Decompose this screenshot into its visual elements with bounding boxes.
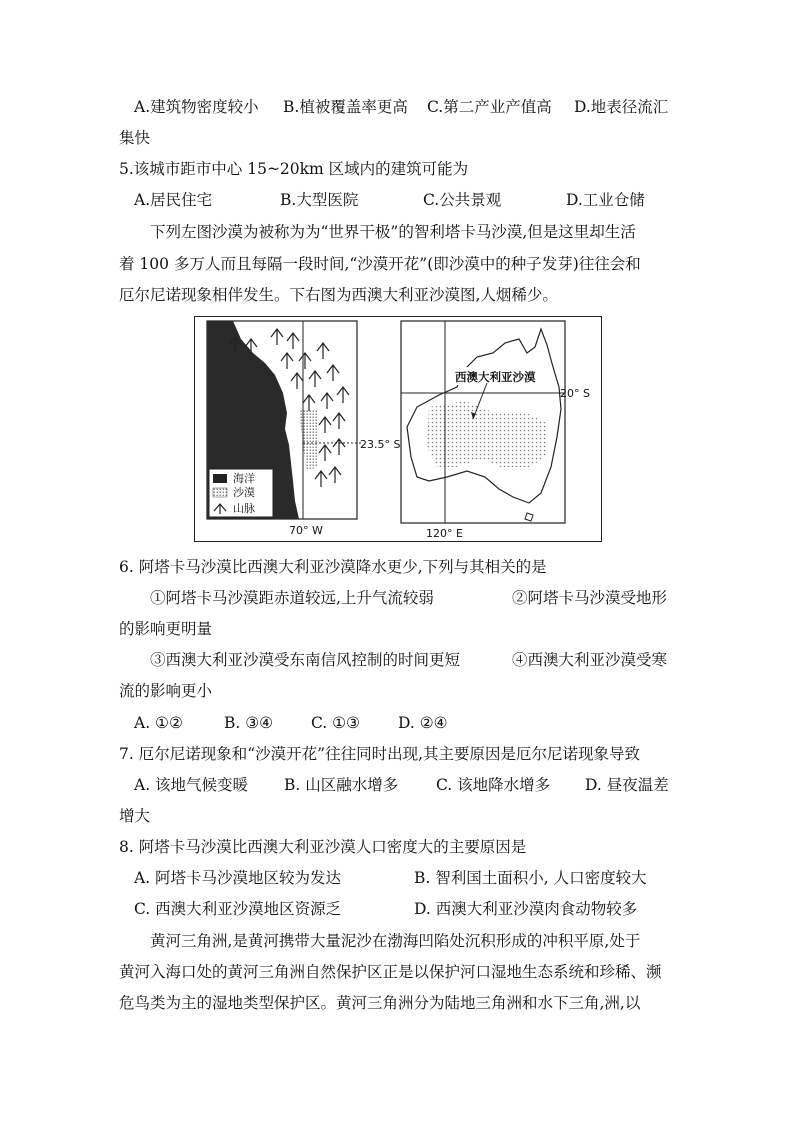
q6-statement-1: ①阿塔卡马沙漠距赤道较远,上升气流较弱 [150,589,434,607]
q4-option-d-continuation: 集快 [119,129,151,147]
longitude-label-right: 120° E [426,527,463,540]
q4-option-b: B.植被覆盖率更高 [283,98,408,116]
latitude-label-left: 23.5° S [360,438,401,451]
legend-desert-swatch [213,488,227,497]
map-figure-svg [195,317,603,543]
q7-option-c: C. 该地降水增多 [436,776,551,794]
q6-statement-2: ②阿塔卡马沙漠受地形 [512,589,668,607]
latitude-label-right: 20° S [560,387,590,400]
passage2-line3: 危鸟类为主的湿地类型保护区。黄河三角洲分为陆地三角洲和水下三角,洲,以 [119,994,641,1012]
atacama-desert-area [299,409,319,471]
q5-option-c: C.公共景观 [423,191,502,209]
q7-option-a: A. 该地气候变暖 [134,776,249,794]
desert-callout-label: 西澳大利亚沙漠 [455,370,536,384]
q8-option-a: A. 阿塔卡马沙漠地区较为发达 [134,869,342,887]
legend-mountain-label: 山脉 [233,502,255,515]
q7-option-b: B. 山区融水增多 [284,776,399,794]
passage2-line1: 黄河三角洲,是黄河携带大量泥沙在渤海凹陷处沉积形成的冲积平原,处于 [150,932,641,950]
passage2-line2: 黄河入海口处的黄河三角洲自然保护区正是以保护河口湿地生态系统和珍稀、濒 [119,963,662,981]
q6-statement-4: ④西澳大利亚沙漠受寒 [512,651,668,669]
legend-ocean-label: 海洋 [233,472,255,485]
q7-stem: 7. 厄尔尼诺现象和“沙漠开花”往往同时出现,其主要原因是厄尔尼诺现象导致 [119,745,640,763]
passage1-line3: 厄尔尼诺现象相伴发生。下右图为西澳大利亚沙漠图,人烟稀少。 [119,286,558,304]
q4-option-c: C.第二产业产值高 [427,98,552,116]
q6-statement-2-continuation: 的影响更明量 [119,620,213,638]
passage1-line1: 下列左图沙漠为被称为为“世界干极”的智利塔卡马沙漠,但是这里却生活 [150,223,636,241]
q5-option-d: D.工业仓储 [566,191,645,209]
q5-option-b: B.大型医院 [280,191,359,209]
q6-stem: 6. 阿塔卡马沙漠比西澳大利亚沙漠降水更少,下列与其相关的是 [119,558,547,576]
map-figure [194,316,602,542]
q5-stem: 5.该城市距市中心 15~20km 区域内的建筑可能为 [119,160,469,178]
legend-ocean-swatch [213,474,227,483]
left-map-chile [207,321,400,537]
passage1-line2: 着 100 多万人而且每隔一段时间,“沙漠开花”(即沙漠中的种子发芽)往往会和 [119,255,641,273]
q6-option-d: D. ②④ [398,714,448,732]
q5-option-a: A.居民住宅 [134,191,213,209]
q8-stem: 8. 阿塔卡马沙漠比西澳大利亚沙漠人口密度大的主要原因是 [119,838,527,856]
q7-option-d-continuation: 增大 [119,807,151,825]
q7-option-d: D. 昼夜温差 [585,776,669,794]
q8-option-c: C. 西澳大利亚沙漠地区资源乏 [134,900,342,918]
longitude-label-left: 70° W [289,524,323,537]
q6-statement-4-continuation: 流的影响更小 [119,682,213,700]
q6-option-a: A. ①② [134,714,183,732]
q8-option-d: D. 西澳大利亚沙漠肉食动物较多 [414,900,638,918]
q8-option-b: B. 智利国土面积小, 人口密度较大 [414,869,647,887]
q4-option-d: D.地表径流汇 [574,98,669,116]
q6-option-c: C. ①③ [311,714,360,732]
q6-statement-3: ③西澳大利亚沙漠受东南信风控制的时间更短 [150,651,461,669]
q6-option-b: B. ③④ [224,714,274,732]
q4-option-a: A.建筑物密度较小 [134,98,259,116]
legend-desert-label: 沙漠 [233,486,255,499]
tasmania-outline [525,513,533,521]
right-map-australia [401,321,590,540]
